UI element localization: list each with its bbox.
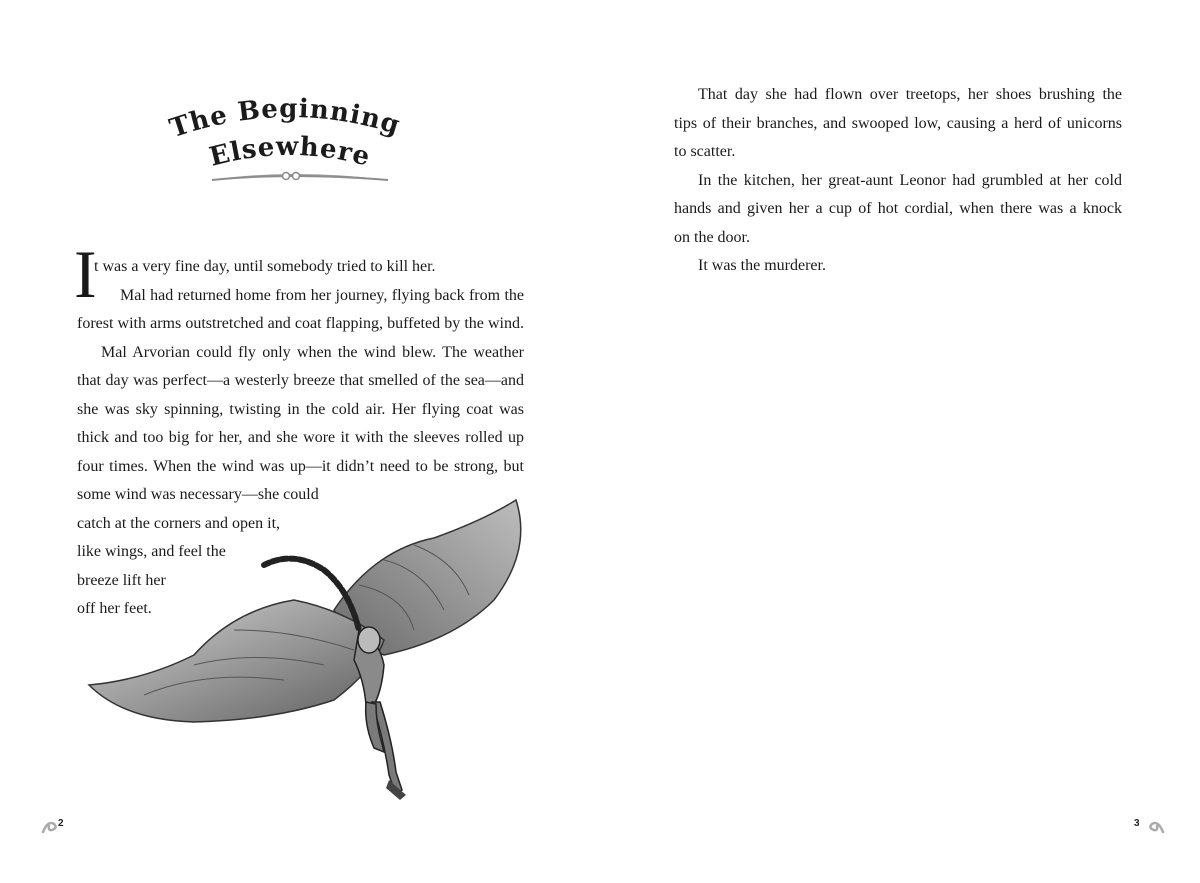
- text-line: that day was perfect—a westerly breeze that smelled of the sea—and: [77, 372, 524, 389]
- text-line: That day she had flown over treetops, her shoes brushing the: [698, 86, 1122, 103]
- text-line: like wings, and feel the: [77, 543, 226, 560]
- chapter-title-graphic: [154, 73, 420, 196]
- flying-girl-illustration: [84, 490, 534, 810]
- swirl-ornament-icon: [1144, 814, 1166, 836]
- chapter-title-line-2: Elsewhere: [206, 131, 374, 173]
- text-line: thick and too big for her, and she wore it with the sleeves rolled up: [77, 429, 524, 446]
- text-line: forest with arms outstretched and coat flapping, buffeted by the wind.: [77, 315, 524, 332]
- drop-cap: I: [74, 236, 97, 312]
- text-line: she was sky spinning, twisting in the cold air. Her flying coat was: [77, 400, 524, 418]
- text-line: four times. When the wind was up—it didn’t need to be strong, but: [77, 457, 524, 475]
- text-line: Mal Arvorian could fly only when the wind blew. The weather: [101, 343, 524, 361]
- text-line: Mal had returned home from her journey, flying back from the: [120, 286, 524, 304]
- page-number-right: [1132, 810, 1172, 840]
- text-line: breeze lift her: [77, 571, 166, 589]
- page-number: 2: [58, 818, 64, 829]
- text-line: catch at the corners and open it,: [77, 514, 281, 532]
- text-line: to scatter.: [674, 143, 736, 160]
- right-text-block: [674, 81, 1122, 281]
- right-page: [600, 0, 1200, 883]
- text-line: It was the murderer.: [698, 257, 826, 274]
- chapter-title-line-1: The Beginning,: [154, 73, 404, 145]
- left-text-block-top: [94, 253, 524, 310]
- text-line: t was a very fine day, until somebody tried to kill her.: [94, 258, 436, 275]
- text-line: hands and given her a cup of hot cordial, when there was a knock: [674, 200, 1122, 217]
- text-line: some wind was necessary—she could: [77, 486, 319, 503]
- text-line: off her feet.: [77, 600, 152, 617]
- text-line: on the door.: [674, 228, 750, 246]
- text-line: In the kitchen, her great-aunt Leonor had grumbled at her cold: [698, 171, 1122, 189]
- title-ornament: [210, 173, 390, 181]
- page-number: 3: [1134, 818, 1140, 829]
- chapter-title: [154, 73, 420, 196]
- page-number-left: [40, 810, 80, 840]
- text-line: tips of their branches, and swooped low, causing a herd of unicorns: [674, 114, 1122, 132]
